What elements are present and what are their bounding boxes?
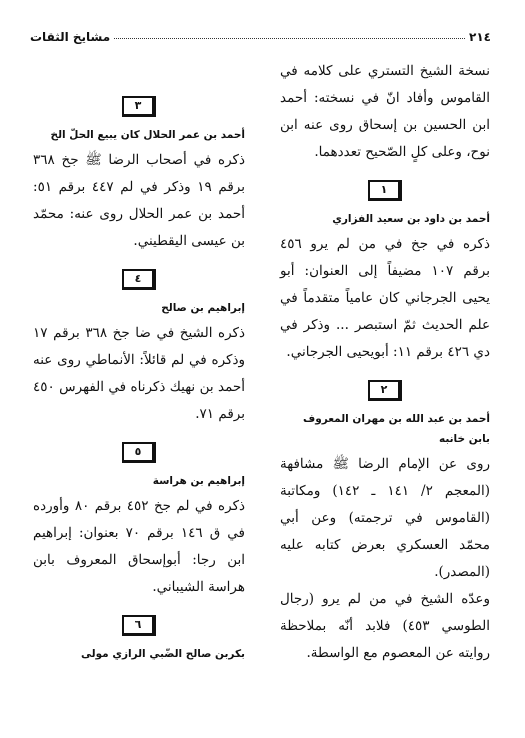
entry-title: أحمد بن داود بن سعيد الفزاري [332, 213, 490, 225]
entry-4 [33, 269, 245, 428]
entry-title: إبراهيم بن هراسة [152, 475, 245, 487]
entry-number-box: ٣ [33, 96, 245, 117]
page-header [30, 22, 491, 44]
header-dotted-leader [114, 38, 465, 39]
entry-title: أحمد بن عمر الحلال كان يبيع الحلّ الخ [50, 129, 245, 141]
entry-2 [280, 380, 490, 667]
entry-1 [280, 180, 490, 366]
entry-title: أحمد بن عبد الله بن مهران المعروف بابن خانبه [303, 413, 490, 445]
page-number: ٢١٤ [469, 30, 491, 44]
entry-title: بكربن صالح الضّبي الرازي مولى [81, 648, 245, 660]
running-title: مشايخ الثقات [30, 30, 111, 44]
entry-text-continued: وعدّه الشيخ في من لم يرو (رجال الطوسي ٤٥٣) فلابد أنّه بملاحظة روايته عن المعصوم مع الواسطة. [280, 591, 490, 661]
entry-3 [33, 96, 245, 255]
entry-6 [33, 615, 245, 664]
entry-number-box: ٦ [33, 615, 245, 636]
entry-number-box: ٤ [33, 269, 245, 290]
entry-title: إبراهيم بن صالح [161, 302, 245, 314]
entry-text: ذكره الشيخ في ضا جخ ٣٦٨ برقم ١٧ وذكره في لم قائلاً: الأنماطي روى عنه أحمد بن نهيك ذكرناه في الفهرس ٤٥٠ برقم ٧١. [33, 325, 245, 422]
entry-number-box: ١ [280, 180, 490, 201]
entry-number-box: ٥ [33, 442, 245, 463]
entry-5 [33, 442, 245, 601]
entry-number-box: ٢ [280, 380, 490, 401]
intro-paragraph: نسخة الشيخ التستري على كلامه في القاموس وأفاد انّ في نسخته: أحمد ابن الحسين بن إسحاق روى عنه ابن نوح، وعلى كلٍ الصّحيح تعددهما. [280, 63, 490, 160]
entry-text: ذكره في أصحاب الرضا ﷺ جخ ٣٦٨ برقم ١٩ وذكر في لم ٤٤٧ برقم ٥١: أحمد بن عمر الحلال روى عنه: محمّد بن عيسى اليقطيني. [33, 152, 245, 249]
entry-text: ذكره في لم جخ ٤٥٢ برقم ٨٠ وأورده في ق ١٤٦ برقم ٧٠ بعنوان: إبراهيم ابن رجا: أبوإسحاق المعروف بابن هراسة الشيباني. [33, 498, 246, 595]
left-column [33, 82, 245, 666]
right-column [280, 58, 490, 667]
entry-text: ذكره في جخ في من لم يرو ٤٥٦ برقم ١٠٧ مضيفاً إلى العنوان: أبو يحيى الجرجاني كان عامياً متقدماً في علم الحديث ثمّ استبصر ... وذكر في دي ٤٢٦ برقم ١١: أبويحيى الجرجاني. [280, 236, 491, 360]
entry-text: روى عن الإمام الرضا ﷺ مشافهة (المعجم ٢/ ١٤١ ـ ١٤٢) ومكاتبة (القاموس في ترجمته) وعن أبي محمّد العسكري بعرض كتابه عليه (المصدر). [280, 456, 490, 580]
